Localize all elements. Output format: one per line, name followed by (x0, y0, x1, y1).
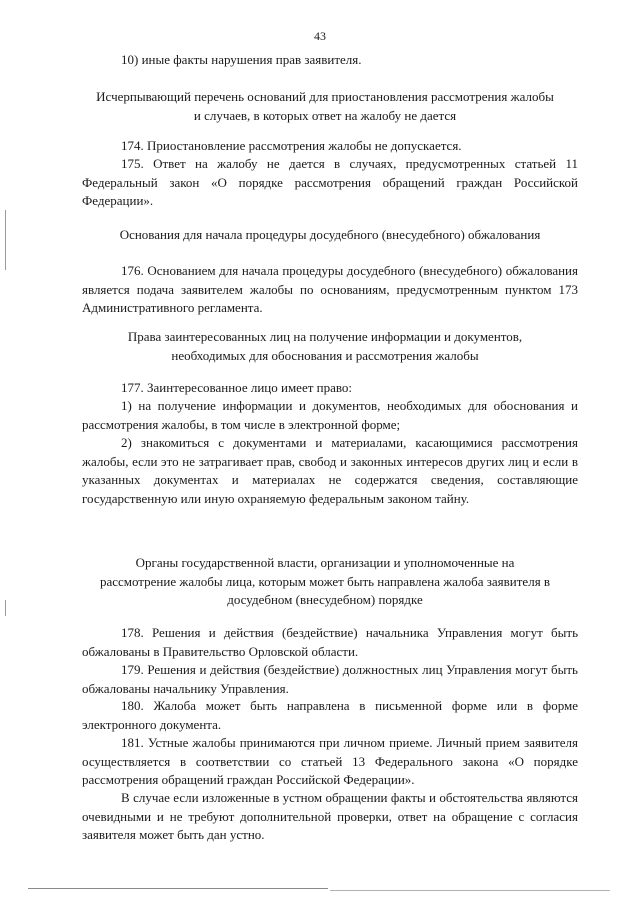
section-heading-rights: Права заинтересованных лиц на получение информации и документов, необходимых для обоснования и рассмотрения жалобы (127, 329, 523, 363)
paragraph-oral-answer: В случае если изложенные в устном обращении факты и обстоятельства являются очевидными и не требуют дополнительной проверки, ответ на обращение с согласия заявителя может быть дан устно. (82, 790, 578, 843)
paragraph-179: 179. Решения и действия (бездействие) должностных лиц Управления могут быть обжалованы начальнику Управления. (82, 662, 578, 696)
paragraph-177-item-1: 1) на получение информации и документов, необходимых для обоснования и рассмотрения жалобы, в том числе в электронной форме; (82, 398, 578, 432)
paragraph-176: 176. Основанием для начала процедуры досудебного (внесудебного) обжалования является подача заявителем жалобы по основаниям, предусмотренным пунктом 173 Административного регламента. (82, 263, 578, 316)
paragraph-178: 178. Решения и действия (бездействие) начальника Управления могут быть обжалованы в Правительство Орловской области. (82, 625, 578, 659)
scan-edge-mark (5, 210, 6, 270)
scan-bottom-line (28, 888, 328, 889)
section-heading-grounds: Основания для начала процедуры досудебного (внесудебного) обжалования (119, 227, 541, 242)
list-item-10: 10) иные факты нарушения прав заявителя. (121, 52, 362, 67)
scan-edge-mark (5, 600, 6, 616)
section-heading-authorities: Органы государственной власти, организации и уполномоченные на рассмотрение жалобы лица, которым может быть направлена жалоба заявителя в досудебном (внесудебном) порядке (99, 555, 551, 608)
paragraph-174: 174. Приостановление рассмотрения жалобы не допускается. (121, 138, 462, 153)
scan-bottom-line (330, 890, 610, 891)
paragraph-177: 177. Заинтересованное лицо имеет право: (121, 380, 353, 395)
paragraph-180: 180. Жалоба может быть направлена в письменной форме или в форме электронного документа. (82, 698, 578, 732)
page-number: 43 (314, 29, 326, 43)
section-heading-suspension: Исчерпывающий перечень оснований для приостановления рассмотрения жалобы и случаев, в которых ответ на жалобу не дается (96, 89, 554, 123)
paragraph-181: 181. Устные жалобы принимаются при личном приеме. Личный прием заявителя осуществляется в соответствии со статьей 13 Федерального закона «О порядке рассмотрения обращений граждан Российской Федерации». (82, 735, 578, 788)
paragraph-177-item-2: 2) знакомиться с документами и материалами, касающимися рассмотрения жалобы, если это не затрагивает прав, свобод и законных интересов других лиц и если в указанных документах и материалах не содержатся сведения, составляющие государственную или иную охраняемую федеральным законом тайну. (82, 435, 578, 506)
paragraph-175: 175. Ответ на жалобу не дается в случаях, предусмотренных статьей 11 Федеральный закон «О порядке рассмотрения обращений граждан Российской Федерации». (82, 156, 578, 209)
